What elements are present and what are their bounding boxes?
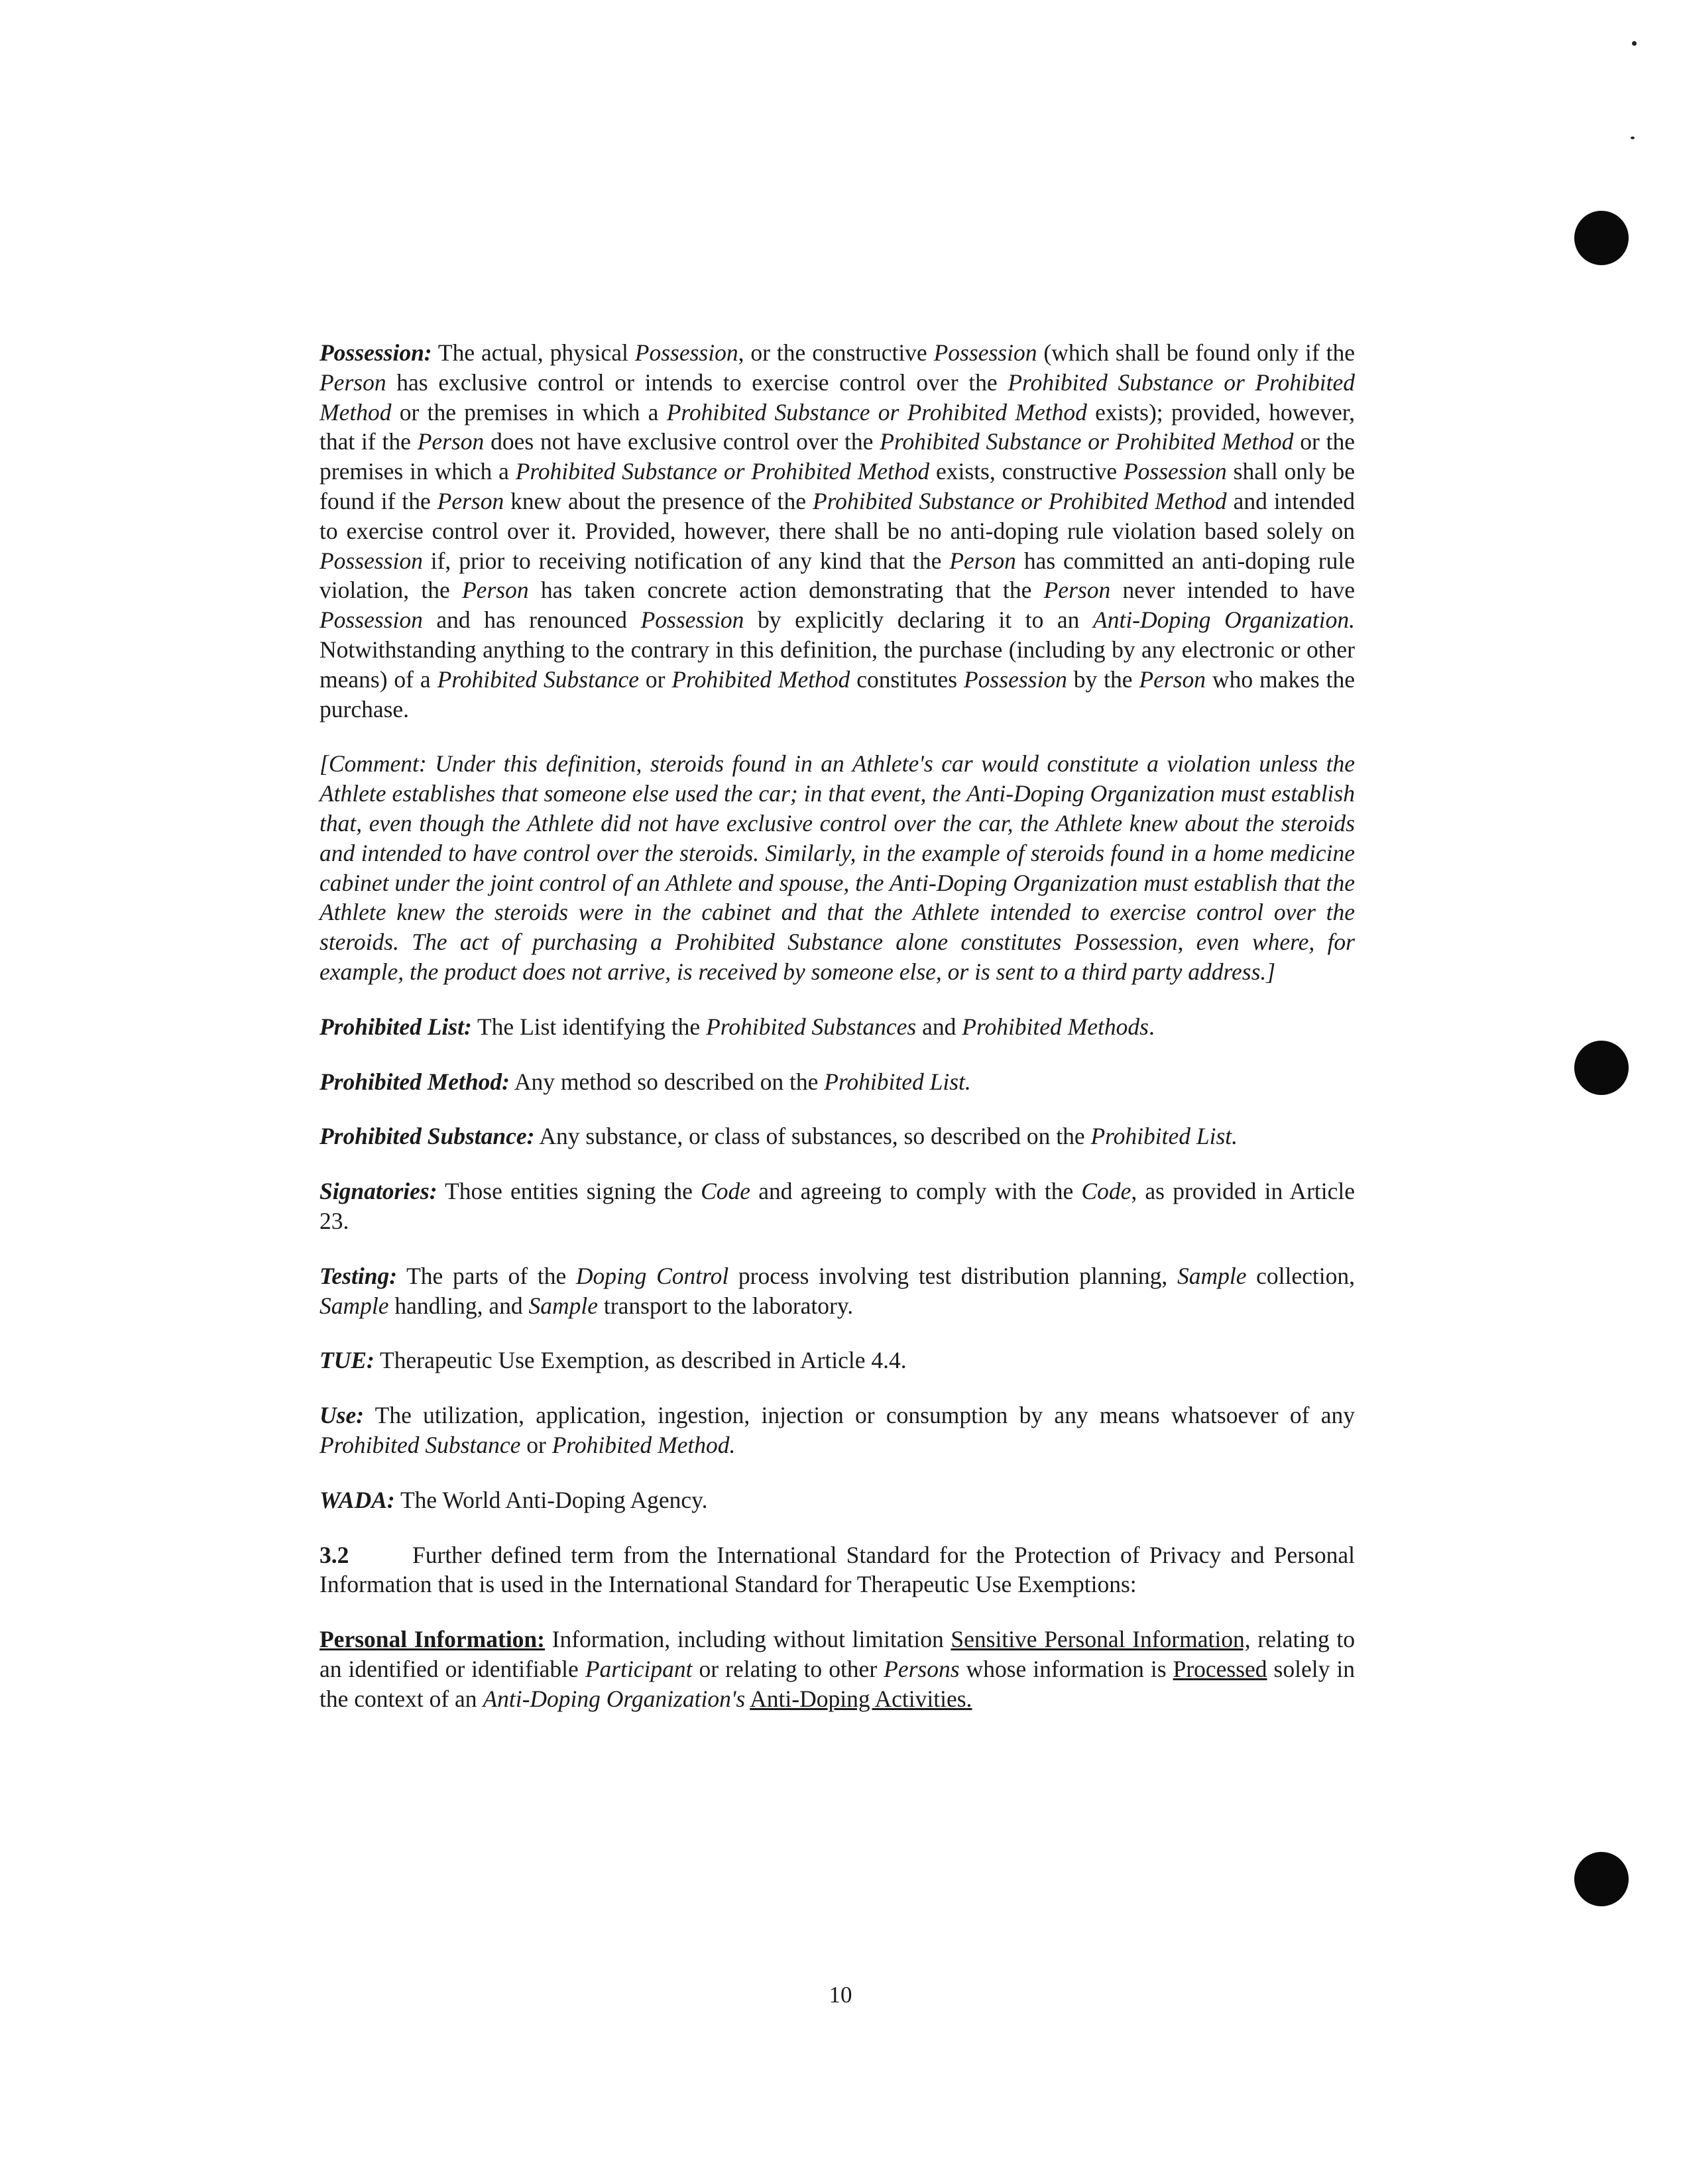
definition-signatories: Signatories: Those entities signing the Code and agreeing to comply with the Code, as provided in Article 23. <box>319 1178 1355 1234</box>
term-label: Prohibited Substance: <box>319 1123 535 1150</box>
scan-speck <box>1631 137 1635 139</box>
term-label: Prohibited List: <box>319 1013 472 1040</box>
definition-testing: Testing: The parts of the Doping Control process involving test distribution planning, Sample collection, Sample handling, and Sample transport to the laboratory. <box>319 1262 1355 1319</box>
term-label: Use: <box>319 1402 365 1429</box>
term-label: TUE: <box>319 1347 375 1374</box>
definition-tue: TUE: Therapeutic Use Exemption, as described in Article 4.4. <box>319 1347 907 1374</box>
section-text: Further defined term from the International Standard for the Protection of Privacy and Personal Information that is used in the International Standard for Therapeutic Use Exemptions: <box>319 1541 1355 1598</box>
definition-prohibited-list: Prohibited List: The List identifying the Prohibited Substances and Prohibited Methods. <box>319 1013 1155 1040</box>
section-3-2 <box>319 1540 1355 1600</box>
term-label: Signatories: <box>319 1178 437 1205</box>
term-label: Possession: <box>319 339 432 366</box>
punch-hole-top <box>1574 211 1629 265</box>
definition-personal-information: Personal Information: Information, including without limitation Sensitive Personal Information, relating to an identified or identifiable Participant or relating to other Persons whose information is Processed solely in the context of an Anti-Doping Organization's Anti-Doping Activities. <box>319 1626 1355 1712</box>
page-number: 10 <box>829 1982 852 2008</box>
definition-possession: Possession: The actual, physical Possession, or the constructive Possession (which shall be found only if the Person has exclusive control or intends to exercise control over the Prohibited Substance or Prohibited Method or the premises in which a Prohibited Substance or Prohibited Method exists); provided, however, that if the Person does not have exclusive control over the Prohibited Substance or Prohibited Method or the premises in which a Prohibited Substance or Prohibited Method exists, constructive Possession shall only be found if the Person knew about the presence of the Prohibited Substance or Prohibited Method and intended to exercise control over it. Provided, however, there shall be no anti-doping rule violation based solely on Possession if, prior to receiving notification of any kind that the Person has committed an anti-doping rule violation, the Person has taken concrete action demonstrating that the Person never intended to have Possession and has renounced Possession by explicitly declaring it to an Anti-Doping Organization. Notwithstanding anything to the contrary in this definition, the purchase (including by any electronic or other means) of a Prohibited Substance or Prohibited Method constitutes Possession by the Person who makes the purchase. <box>319 339 1356 722</box>
term-label: Personal Information: <box>319 1626 545 1653</box>
term-label: WADA: <box>319 1486 395 1513</box>
term-label: Prohibited Method: <box>319 1068 510 1095</box>
comment-possession: [Comment: Under this definition, steroids found in an Athlete's car would constitute a violation unless the Athlete establishes that someone else used the car; in that event, the Anti-Doping Organization must establish that, even though the Athlete did not have exclusive control over the car, the Athlete knew about the steroids and intended to have control over the steroids. Similarly, in the example of steroids found in a home medicine cabinet under the joint control of an Athlete and spouse, the Anti-Doping Organization must establish that the Athlete knew the steroids were in the cabinet and that the Athlete intended to exercise control over the steroids. The act of purchasing a Prohibited Substance alone constitutes Possession, even where, for example, the product does not arrive, is received by someone else, or is sent to a third party address.] <box>319 750 1355 985</box>
document-body <box>319 338 1355 1739</box>
definition-use: Use: The utilization, application, ingestion, injection or consumption by any means whatsoever of any Prohibited Substance or Prohibited Method. <box>319 1402 1355 1458</box>
punch-hole-middle <box>1574 1041 1629 1095</box>
section-number: 3.2 <box>319 1541 349 1568</box>
punch-hole-bottom <box>1574 1852 1629 1906</box>
term-label: Testing: <box>319 1262 398 1289</box>
definition-prohibited-method: Prohibited Method: Any method so described on the Prohibited List. <box>319 1068 971 1095</box>
scan-speck <box>1632 41 1637 46</box>
definition-wada: WADA: The World Anti-Doping Agency. <box>319 1486 708 1513</box>
definition-prohibited-substance: Prohibited Substance: Any substance, or class of substances, so described on the Prohibited List. <box>319 1123 1238 1150</box>
